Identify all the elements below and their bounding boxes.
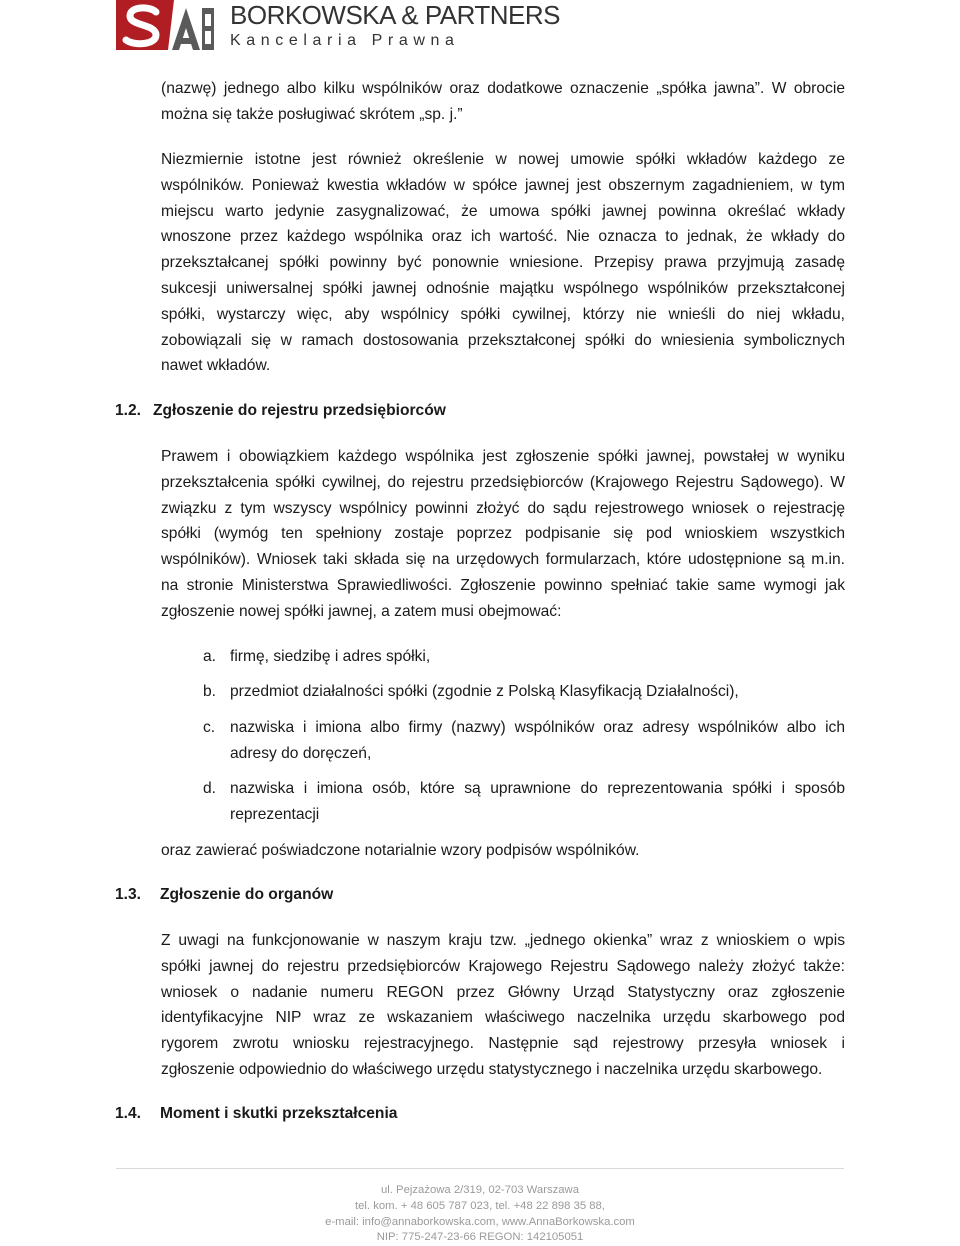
footer [0,1183,960,1246]
text-line: nazwiska i imiona albo firmy (nazwy) wspólników oraz adresy wspólników albo ich [230,719,845,736]
text-line: firmę, siedzibę i adres spółki, [230,648,431,665]
text-line: wspólników). Wniosek taki składa się na urzędowych formularzach, które udostępnione są m.in. [161,551,845,569]
footer-ids: NIP: 775-247-23-66 REGON: 142105051 [376,1231,584,1244]
text-line: przekształcanej spółki powinny być ponownie wniesione. Przepisy prawa przyjmują zasadę [161,254,845,272]
text-line: adresy do doręczeń, [230,744,372,762]
text-line: wspólników. Ponieważ kwestia wkładów w spółce jawnej jest obszernym zagadnieniem, w tym [161,176,845,194]
firm-logo [116,0,561,52]
footer-divider [116,1168,844,1169]
paragraph-registration [161,444,845,625]
text-line: zgłoszenie odpowiednio do właściwego urzędu statystycznego i naczelnika urzędu skarbowego. [161,1060,823,1078]
paragraph-signatures [161,838,845,864]
text-line: miejscu warto jedynie zasygnalizować, że umowa spółki jawnej powinna określać wkłady [161,202,845,220]
text-line: wnoszone przez każdego wspólnika oraz ich wartość. Nie oznacza to jednak, że wkłady do [161,228,845,246]
section-title: Moment i skutki przekształcenia [160,1105,398,1122]
text-line: spółki (wymóg ten spełniony zostaje poprzez podpisanie się pod wnioskiem wszystkich [161,525,845,543]
text-line: (nazwę) jednego albo kilku wspólników oraz dodatkowe oznaczenie „spółka jawna”. W obrocie [161,80,845,97]
text-line: identyfikacyjne NIP wraz ze wskazaniem właściwego naczelnika urzędu skarbowego pod [161,1009,845,1027]
text-line: związku z tym wszyscy wspólnicy powinni złożyć do sądu rejestrowego wniosek o rejestrację [161,499,845,517]
list-marker: c. [203,719,216,736]
text-line: spółki, wystarczy więc, aby wspólnicy spółki cywilnej, którzy nie wnieśli do niej wkładu, [161,305,845,323]
footer-phones: tel. kom. + 48 605 787 023, tel. +48 22 898 35 88, [355,1199,605,1212]
list-marker: a. [203,648,217,665]
text-line: Prawem i obowiązkiem każdego wspólnika jest zgłoszenie spółki jawnej, powstałej w wyniku [161,448,845,465]
paragraph-company-name [161,76,845,128]
list-marker: d. [203,780,217,797]
paragraph-authorities [161,928,845,1083]
text-line: nazwiska i imiona osób, które są uprawnione do reprezentowania spółki i sposób [230,780,845,797]
section-title: Zgłoszenie do rejestru przedsiębiorców [153,402,446,419]
firm-subtitle: Kancelaria Prawna [230,32,460,49]
text-line: spółki jawnej do rejestru przedsiębiorców Krajowego Rejestru Sądowego należy złożyć także: [161,957,845,975]
text-line: sukcesji uniwersalnej spółki jawnej odnośnie majątku wspólnego wspólników przekształconej [161,279,845,297]
text-line: wniosek o nadanie numeru REGON przez Główny Urząd Statystyczny oraz zgłoszenie [161,983,845,1001]
section-number: 1.3. [115,886,142,903]
section-number: 1.2. [115,402,142,419]
text-line: Niezmiernie istotne jest również określenie w nowej umowie spółki wkładów każdego ze [161,151,845,168]
footer-address: ul. Pejzażowa 2/319, 02-703 Warszawa [380,1184,579,1196]
text-line: przedmiot działalności spółki (zgodnie z Polską Klasyfikacją Działalności), [230,683,739,700]
text-line: można się także posługiwać skrótem „sp. j.” [161,105,463,123]
text-line: oraz zawierać poświadczone notarialnie wzory podpisów wspólników. [161,842,640,859]
text-line: zgłoszenie nowej spółki jawnej, a zatem musi obejmować: [161,602,562,620]
section-title: Zgłoszenie do organów [160,886,334,903]
text-line: Z uwagi na funkcjonowanie w naszym kraju tzw. „jednego okienka” wraz z wnioskiem o wpis [161,932,845,949]
footer-email-web: e-mail: info@annaborkowska.com, www.AnnaBorkowska.com [325,1215,635,1228]
paragraph-contributions [161,147,845,379]
text-line: nawet wkładów. [161,357,271,375]
text-line: reprezentacji [230,805,320,823]
text-line: rygorem zwrotu wniosku rejestracyjnego. Następnie sąd rejestrowy przesyła wniosek i [161,1035,845,1053]
text-line: zobowiązali się w ramach dostosowania przekształconej spółki do wniesienia symbolicznych [161,331,845,349]
list-marker: b. [203,683,217,700]
text-line: na stronie Ministerstwa Sprawiedliwości. Zgłoszenie powinno spełniać takie same wymogi jak [161,576,845,594]
section-number: 1.4. [115,1105,142,1122]
text-line: przekształcenia spółki cywilnej, do rejestru przedsiębiorców (Krajowego Rejestru Sądowego). W [161,473,845,491]
firm-name: BORKOWSKA & PARTNERS [230,0,561,30]
sab-logo-mark [116,0,214,50]
